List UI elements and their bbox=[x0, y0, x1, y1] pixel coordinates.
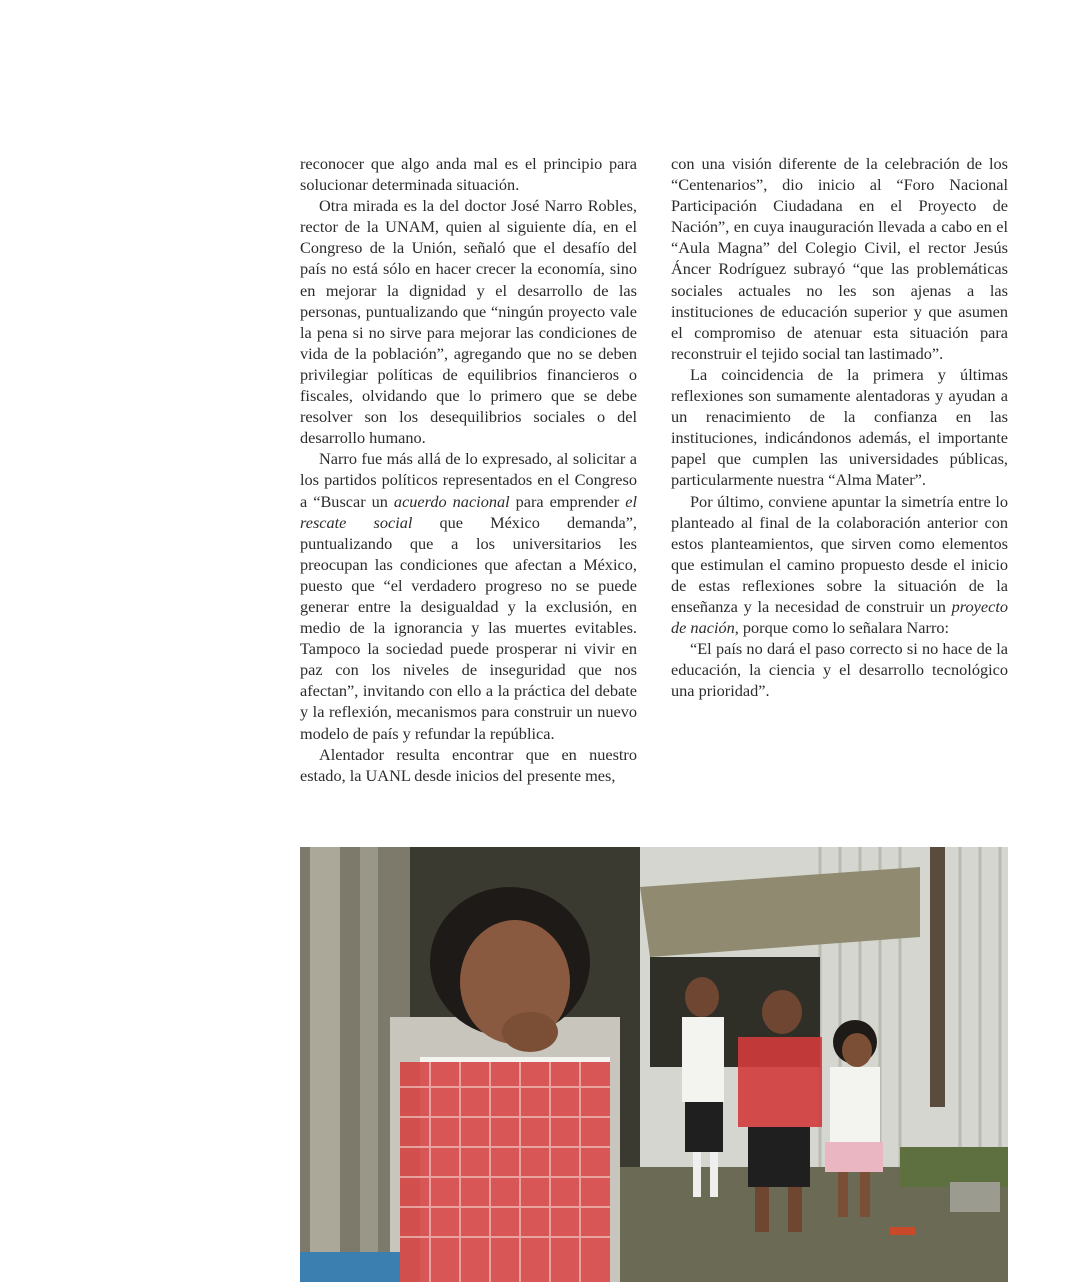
wall-streak bbox=[310, 847, 340, 1282]
text-segment: con una visión diferente de la celebración de los “Centenarios”, dio inicio al “Foro Nacional Participación Ciudadana en el Proyecto de Nación”, en cuya inauguración llevada a cabo en el “Aula Magna” del Colegio Civil, el rector Jesús Áncer Rodríguez subrayó “que las problemáticas sociales actuales no les son ajenas a las instituciones de educación superior y que asumen el compromiso de atenuar esta situación para reconstruir el tejido social tan lastimado”. bbox=[671, 154, 1008, 363]
photo-illustration bbox=[300, 847, 1008, 1282]
text-segment: Por último, conviene apuntar la simetría entre lo planteado al final de la colaboración anterior con estos planteamientos, que sirven como elementos que estimulan el camino propuesto desde el inicio de estas reflexiones sobre la situación de la enseñanza y la necesidad de construir un bbox=[671, 491, 1008, 616]
wooden-post bbox=[930, 847, 945, 1107]
litter bbox=[890, 1227, 915, 1235]
paragraph bbox=[671, 364, 1008, 491]
italic-phrase: proyecto de nación bbox=[671, 596, 1008, 638]
debris bbox=[950, 1182, 1000, 1212]
text-segment: reconocer que algo anda mal es el principio para solucionar determinada situación. bbox=[300, 154, 637, 195]
grass-patch bbox=[900, 1147, 1008, 1187]
paragraph bbox=[671, 153, 1008, 364]
italic-phrase: acuerdo nacional bbox=[393, 491, 510, 511]
text-column-right bbox=[671, 153, 1008, 701]
text-segment: La coincidencia de la primera y últimas reflexiones son sumamente alentadoras y ayudan a un renacimiento de la confianza en las instituciones, indicándonos además, el importante papel que cumplen las universidades públicas, particularmente nuestra “Alma Mater”. bbox=[671, 364, 1008, 490]
paragraph bbox=[300, 744, 637, 786]
text-segment: que México demanda”, puntualizando que a los universitarios les preocupan las condiciones que afectan a México, puesto que “el verdadero progreso no se puede generar entre la desigualdad y la exclusión, en medio de la ignorancia y las muertes evitables. Tampoco la sociedad puede prosperar ni vivir en paz con los niveles de inseguridad que nos afectan”, invitando con ello a la práctica del debate y la reflexión, mecanismos para construir un nuevo modelo de país y refundar la república. bbox=[300, 512, 638, 743]
italic-phrase: el rescate social bbox=[300, 491, 637, 532]
paragraph bbox=[671, 638, 1008, 701]
text-segment: Otra mirada es la del doctor José Narro Robles, rector de la UNAM, quien al siguiente día, en el Congreso de la Unión, señaló que el desafío del país no está sólo en hacer crecer la economía, sino en mejorar la dignidad y el desarrollo de las personas, puntualizando que “ningún proyecto vale la pena si no sirve para mejorar las condiciones de vida de la población”, agregando que no se deben privilegiar políticas de equilibrios financieros o fiscales, olvidando que lo primero que se debe resolver son los desequilibrios sociales o del desarrollo humano. bbox=[300, 196, 637, 448]
wall-streak bbox=[360, 847, 378, 1282]
paragraph bbox=[300, 195, 637, 448]
text-segment: Narro fue más allá de lo expresado, al solicitar a los partidos políticos representados en el Congreso a “Buscar un bbox=[300, 449, 637, 511]
paragraph bbox=[300, 153, 637, 195]
paragraph bbox=[671, 491, 1008, 639]
paragraph bbox=[300, 448, 637, 743]
photo-children-school bbox=[300, 847, 1008, 1282]
blue-tarp bbox=[300, 1252, 400, 1282]
text-segment: “El país no dará el paso correcto si no hace de la educación, la ciencia y el desarrollo tecnológico una prioridad”. bbox=[671, 639, 1008, 701]
text-segment: Alentador resulta encontrar que en nuestro estado, la UANL desde inicios del presente mes, bbox=[300, 744, 637, 785]
text-column-left bbox=[300, 153, 637, 786]
text-segment: , porque como lo señalara Narro: bbox=[734, 618, 950, 638]
text-segment: para emprender bbox=[509, 491, 626, 511]
